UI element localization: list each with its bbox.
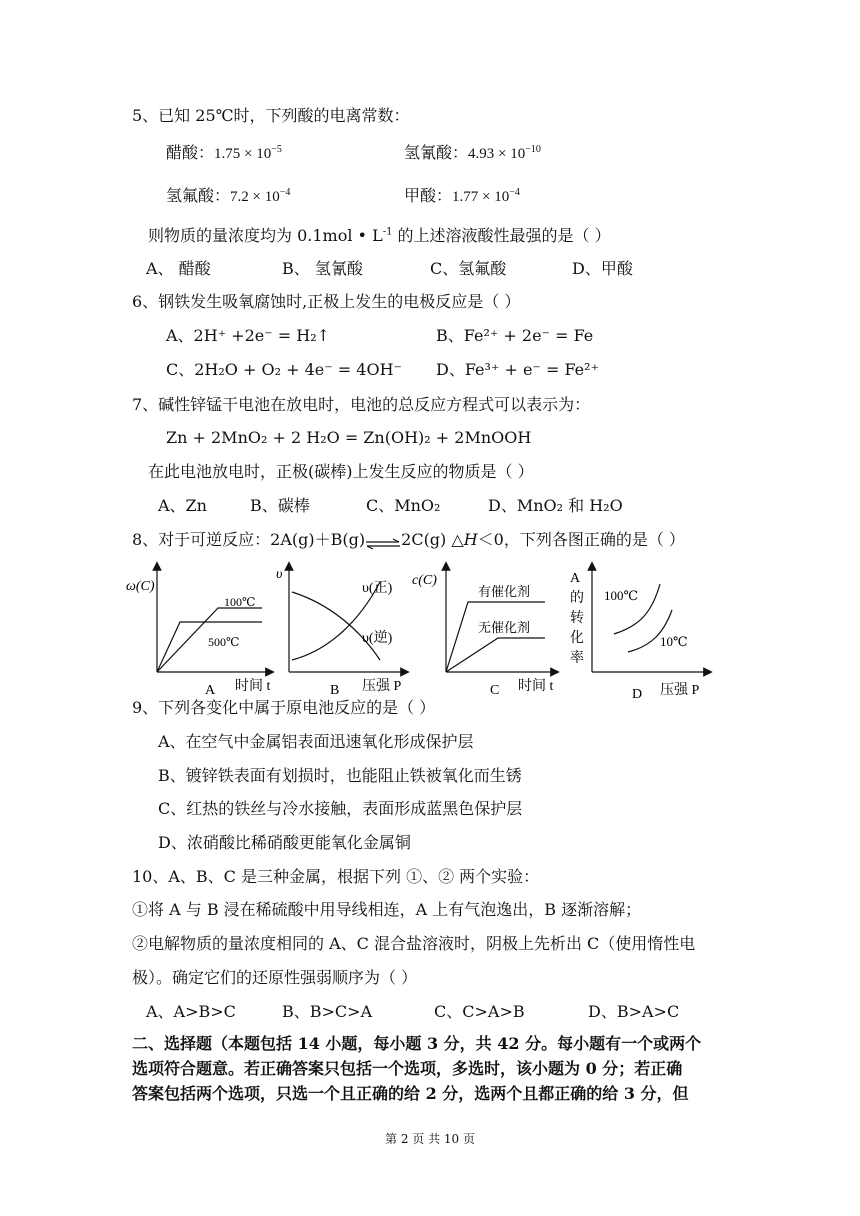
graph-c-letter: C xyxy=(490,683,500,698)
q8-stem-post: ＜0，下列各图正确的是（ ） xyxy=(477,530,685,549)
q7-option-c[interactable]: C、MnO₂ xyxy=(366,496,441,515)
graph-c[interactable] xyxy=(412,566,555,698)
graph-c-xlabel: 时间 t xyxy=(518,679,554,694)
q5-acid-hf xyxy=(166,186,290,207)
equilibrium-arrow-icon xyxy=(365,535,401,547)
q7-option-b[interactable]: B、碳棒 xyxy=(250,496,310,515)
graph-a-letter: A xyxy=(205,683,216,698)
graph-c-curve2: 无催化剂 xyxy=(478,620,531,635)
graph-d-xlabel: 压强 P xyxy=(660,683,700,698)
q5-question-pre: 则物质的量浓度均为 0.1mol • L xyxy=(148,226,383,245)
graph-d-ylabel-4: 化 xyxy=(570,631,584,646)
q5-option-c[interactable]: C、氢氟酸 xyxy=(430,259,507,278)
q10-exp2-line2: 极）。确定它们的还原性强弱顺序为（ ） xyxy=(132,968,418,987)
q5-option-b[interactable]: B、 氢氰酸 xyxy=(282,259,363,278)
graph-b-xlabel: 压强 P xyxy=(362,679,402,694)
q9-option-b[interactable]: B、镀锌铁表面有划损时，也能阻止铁被氧化而生锈 xyxy=(158,766,522,785)
q5-question-sup: -1 xyxy=(382,226,393,238)
times-ten: × 10 xyxy=(248,189,280,205)
graph-b-curve2: υ(逆) xyxy=(362,631,393,646)
acid-exponent: −4 xyxy=(509,187,520,198)
graph-b-letter: B xyxy=(330,683,340,698)
acid-mantissa: 7.2 xyxy=(230,189,249,205)
graph-a-curve2: 500℃ xyxy=(208,635,240,649)
graph-a-curve1: 100℃ xyxy=(224,595,256,609)
q7-option-d[interactable]: D、MnO₂ 和 H₂O xyxy=(488,496,623,515)
section2-line2: 选项符合题意。若正确答案只包括一个选项，多选时，该小题为 0 分；若正确 xyxy=(132,1059,683,1078)
acid-name: 醋酸： xyxy=(166,143,215,162)
acid-mantissa: 1.75 xyxy=(214,146,241,162)
times-ten: × 10 xyxy=(478,189,510,205)
q6-option-a[interactable]: A、2H⁺ +2e⁻ = H₂↑ xyxy=(166,326,331,345)
graph-b-ylabel: υ xyxy=(276,567,283,582)
graph-d-ylabel-2: 的 xyxy=(570,591,584,606)
q7-stem: 7、碱性锌锰干电池在放电时，电池的总反应方程式可以表示为： xyxy=(132,395,591,414)
graph-a-ylabel: ω(C) xyxy=(126,579,155,594)
section2-line3: 答案包括两个选项，只选一个且正确的给 2 分，选两个且都正确的给 3 分，但 xyxy=(132,1084,689,1103)
q5-acid-acetic xyxy=(166,143,282,164)
section2-line1: 二、选择题（本题包括 14 小题，每小题 3 分，共 42 分。每小题有一个或两个 xyxy=(132,1034,702,1053)
q5-question-post: 的上述溶液酸性最强的是（ ） xyxy=(392,226,611,245)
q9-stem: 9、下列各变化中属于原电池反应的是（ ） xyxy=(132,698,436,717)
q8-stem xyxy=(132,530,685,550)
graph-c-ylabel: c(C) xyxy=(412,573,437,588)
q5-question xyxy=(148,226,611,246)
graph-d-ylabel-3: 转 xyxy=(570,611,584,626)
acid-name: 甲酸： xyxy=(404,186,453,205)
q5-option-a[interactable]: A、 醋酸 xyxy=(146,259,211,278)
acid-exponent: −4 xyxy=(279,187,291,198)
acid-exponent: −5 xyxy=(271,144,282,155)
q9-option-d[interactable]: D、浓硝酸比稀硝酸更能氧化金属铜 xyxy=(158,833,411,852)
graph-b-curve1: υ(正) xyxy=(362,581,393,596)
q5-acid-formic xyxy=(404,186,520,207)
q7-question: 在此电池放电时，正极(碳棒)上发生反应的物质是（ ） xyxy=(148,462,534,481)
q6-option-d[interactable]: D、Fe³⁺ + e⁻ = Fe²⁺ xyxy=(436,360,600,379)
acid-exponent: −10 xyxy=(525,144,541,155)
q7-option-a[interactable]: A、Zn xyxy=(158,496,207,515)
q5-stem: 5、已知 25℃时，下列酸的电离常数： xyxy=(132,106,410,125)
q10-exp2-line1: ②电解物质的量浓度相同的 A、C 混合盐溶液时，阴极上先析出 C（使用惰性电 xyxy=(132,934,696,953)
q9-option-a[interactable]: A、在空气中金属铝表面迅速氧化形成保护层 xyxy=(158,732,474,751)
times-ten: × 10 xyxy=(240,146,272,162)
q6-option-b[interactable]: B、Fe²⁺ + 2e⁻ = Fe xyxy=(436,326,594,345)
graph-d-letter: D xyxy=(632,687,643,700)
acid-mantissa: 4.93 xyxy=(468,146,495,162)
q8-graphs xyxy=(0,560,860,700)
graph-c-curve1: 有催化剂 xyxy=(478,584,531,599)
q10-stem: 10、A、B、C 是三种金属，根据下列 ①、② 两个实验： xyxy=(132,867,540,886)
q6-option-c[interactable]: C、2H₂O + O₂ + 4e⁻ = 4OH⁻ xyxy=(166,360,402,379)
q10-option-d[interactable]: D、B>A>C xyxy=(588,1002,680,1021)
q9-option-c[interactable]: C、红热的铁丝与冷水接触，表面形成蓝黑色保护层 xyxy=(158,799,523,818)
q10-option-a[interactable]: A、A>B>C xyxy=(146,1002,236,1021)
q8-stem-h: H xyxy=(463,530,478,549)
graph-d-curve1: 100℃ xyxy=(604,588,639,603)
acid-name: 氢氰酸： xyxy=(404,143,469,162)
graph-d-ylabel-1: A xyxy=(570,571,581,586)
acid-name: 氢氟酸： xyxy=(166,186,231,205)
q5-acid-hcn xyxy=(404,143,541,164)
graph-d-curve2: 10℃ xyxy=(660,634,688,649)
q10-exp1: ①将 A 与 B 浸在稀硫酸中用导线相连，A 上有气泡逸出，B 逐渐溶解； xyxy=(132,900,642,919)
q7-equation: Zn + 2MnO₂ + 2 H₂O = Zn(OH)₂ + 2MnOOH xyxy=(166,428,532,447)
q10-option-c[interactable]: C、C>A>B xyxy=(434,1002,525,1021)
graph-d-ylabel-5: 率 xyxy=(570,651,584,666)
q10-option-b[interactable]: B、B>C>A xyxy=(282,1002,373,1021)
q8-stem-pre: 8、对于可逆反应：2A(g)＋B(g) xyxy=(132,530,366,549)
q5-option-d[interactable]: D、甲酸 xyxy=(572,259,633,278)
graph-a-xlabel: 时间 t xyxy=(235,679,271,694)
graph-b[interactable] xyxy=(276,566,405,698)
acid-mantissa: 1.77 xyxy=(452,189,479,205)
graph-a[interactable] xyxy=(126,566,270,698)
graph-d[interactable] xyxy=(570,566,708,700)
page-number: 第 2 页 共 10 页 xyxy=(385,1132,475,1146)
q6-stem: 6、钢铁发生吸氧腐蚀时,正极上发生的电极反应是（ ） xyxy=(132,292,521,311)
times-ten: × 10 xyxy=(494,146,526,162)
q8-stem-mid: 2C(g) △ xyxy=(401,530,464,549)
